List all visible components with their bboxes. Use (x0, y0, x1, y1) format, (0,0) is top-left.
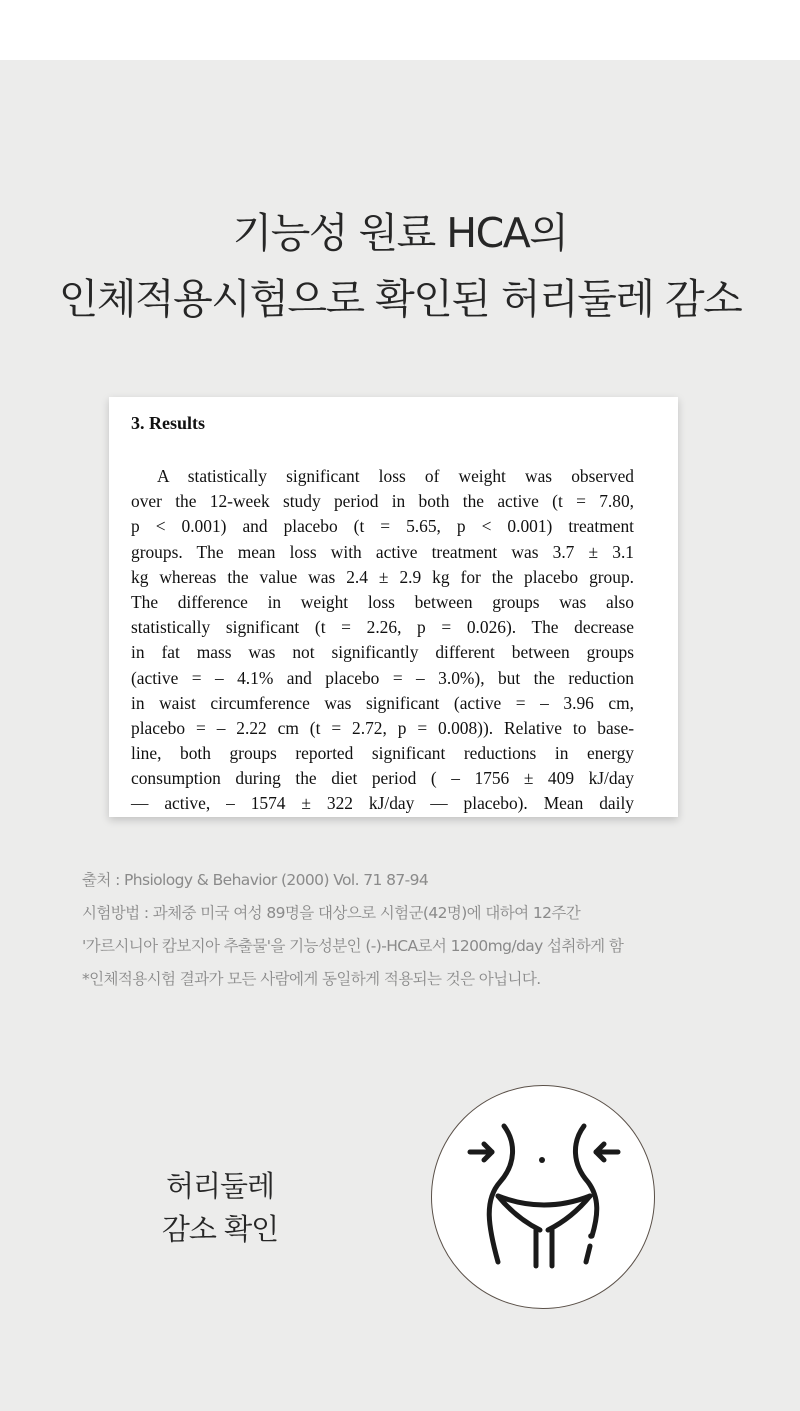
page-headline (0, 200, 800, 332)
paper-text-line: consumption during the diet period ( – 1756 ± 409 kJ/day (131, 768, 634, 789)
paper-text-line: placebo = – 2.22 cm (t = 2.72, p = 0.008)). Relative to base- (131, 717, 634, 738)
paper-text-line: statistically significant (t = 2.26, p = 0.026). The decrease (131, 617, 634, 638)
paper-text-line: over the 12-week study period in both the active (t = 7.80, (131, 491, 634, 512)
study-notes (82, 864, 623, 996)
waist-reduction-icon (432, 1086, 656, 1310)
headline-line-1: 기능성 원료 HCA의 (232, 209, 568, 257)
paper-text-line: (active = – 4.1% and placebo = – 3.0%), but the reduction (131, 667, 634, 688)
waist-icon-circle (431, 1085, 655, 1309)
paper-text-line: kg whereas the value was 2.4 ± 2.9 kg for the placebo group. (131, 566, 634, 587)
waist-caption-line-1: 허리둘레 (165, 1169, 275, 1203)
note-intake: '가르시니아 캄보지아 추출물'을 기능성분인 (-)-HCA로서 1200mg/day 섭취하게 함 (82, 937, 624, 955)
paper-text-line: in fat mass was not significantly different between groups (131, 642, 634, 663)
paper-text-line: The difference in weight loss between groups was also (131, 591, 634, 612)
headline-line-2: 인체적용시험으로 확인된 허리둘레 감소 (58, 275, 742, 323)
note-disclaimer: *인체적용시험 결과가 모든 사람에게 동일하게 적용되는 것은 아닙니다. (82, 970, 541, 988)
paper-text-line: — active, – 1574 ± 322 kJ/day — placebo). Mean daily (131, 793, 634, 814)
paper-text-line: p < 0.001) and placebo (t = 5.65, p < 0.001) treatment (131, 516, 634, 537)
paper-text-line: A statistically significant loss of weight was observed (157, 466, 634, 486)
note-method: 시험방법 : 과체중 미국 여성 89명을 대상으로 시험군(42명)에 대하여 12주간 (82, 904, 581, 922)
paper-results-text (131, 464, 634, 817)
top-white-strip (0, 0, 800, 60)
paper-text-line: line, both groups reported significant reductions in energy (131, 743, 634, 764)
paper-excerpt-card (109, 397, 678, 817)
waist-reduction-caption (130, 1165, 310, 1251)
paper-section-heading: 3. Results (131, 413, 206, 433)
note-source: 출처 : Phsiology & Behavior (2000) Vol. 71 87-94 (82, 871, 429, 889)
paper-text-line: groups. The mean loss with active treatment was 3.7 ± 3.1 (131, 541, 634, 562)
waist-caption-line-2: 감소 확인 (161, 1212, 279, 1246)
paper-text-line: in waist circumference was significant (active = – 3.96 cm, (131, 692, 634, 713)
